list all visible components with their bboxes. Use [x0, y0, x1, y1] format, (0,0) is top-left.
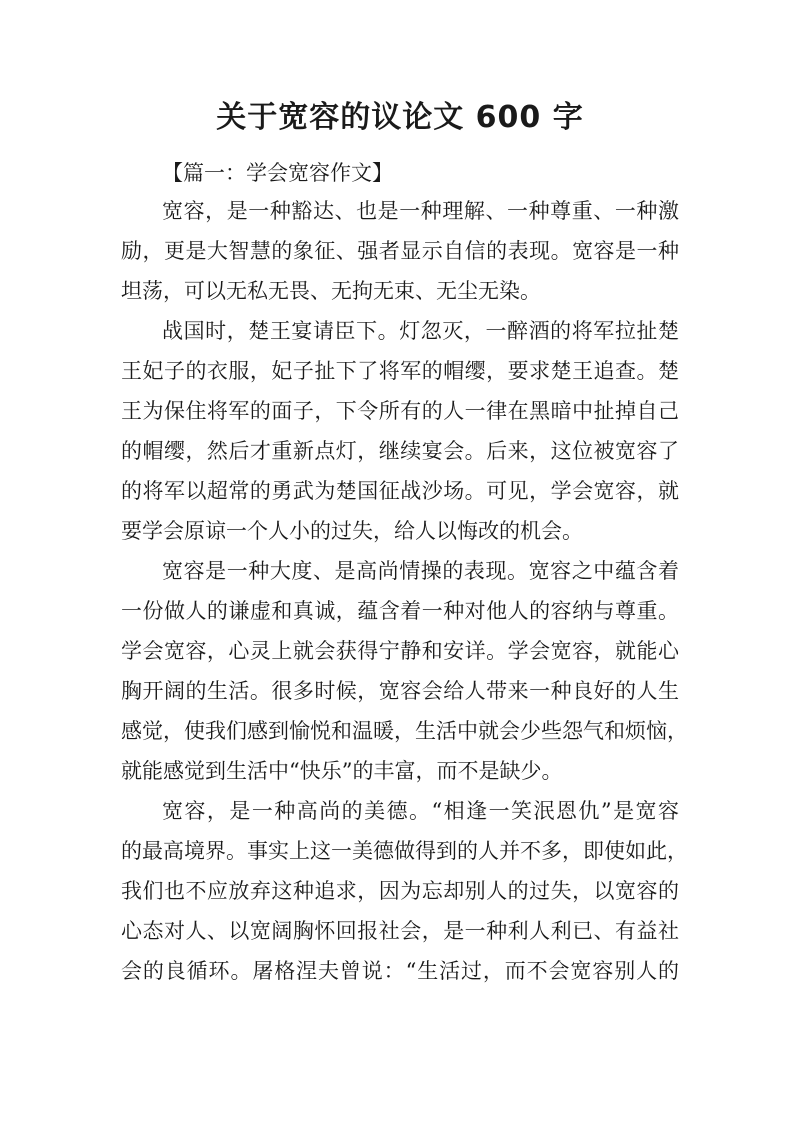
paragraph-line: 王为保住将军的面子，下令所有的人一律在黑暗中扯掉自己 — [121, 399, 679, 423]
paragraph-line: 感觉，使我们感到愉悦和温暖，生活中就会少些怨气和烦恼， — [121, 719, 688, 743]
paragraph-line: 一份做人的谦虚和真诚，蕴含着一种对他人的容纳与尊重。 — [121, 599, 679, 623]
paragraph — [121, 791, 688, 991]
paragraph-line: 王妃子的衣服，妃子扯下了将军的帽缨，要求楚王追查。楚 — [121, 359, 679, 383]
paragraph-line: 坦荡，可以无私无畏、无拘无束、无尘无染。 — [121, 279, 541, 303]
paragraph — [121, 551, 688, 791]
paragraph-line: 宽容，是一种高尚的美德。“相逢一笑泯恩仇”是宽容 — [162, 799, 679, 823]
paragraph-line: 会的良循环。屠格涅夫曾说：“生活过，而不会宽容别人的 — [121, 959, 679, 983]
paragraph-line: 的将军以超常的勇武为楚国征战沙场。可见，学会宽容，就 — [121, 479, 679, 503]
paragraph-line: 宽容是一种大度、是高尚情操的表现。宽容之中蕴含着 — [162, 559, 679, 583]
paragraph-line: 的最高境界。事实上这一美德做得到的人并不多，即使如此， — [121, 839, 688, 863]
paragraph-line: 学会宽容，心灵上就会获得宁静和安详。学会宽容，就能心 — [121, 639, 679, 663]
paragraph — [121, 311, 679, 551]
document-body — [121, 155, 688, 991]
paragraph-line: 心态对人、以宽阔胸怀回报社会，是一种利人利已、有益社 — [121, 919, 679, 943]
document-title: 关于宽容的议论文 600 字 — [216, 100, 584, 135]
paragraph-line: 胸开阔的生活。很多时候，宽容会给人带来一种良好的人生 — [121, 679, 679, 703]
paragraph-line: 的帽缨，然后才重新点灯，继续宴会。后来，这位被宽容了 — [121, 439, 679, 463]
paragraph-line: 就能感觉到生活中“快乐”的丰富，而不是缺少。 — [121, 759, 563, 783]
paragraph-line: 励，更是大智慧的象征、强者显示自信的表现。宽容是一种 — [121, 239, 679, 263]
paragraph-line: 宽容，是一种豁达、也是一种理解、一种尊重、一种激 — [162, 199, 679, 223]
paragraph — [121, 191, 679, 311]
paragraph-line: 要学会原谅一个人小的过失，给人以悔改的机会。 — [121, 519, 583, 543]
paragraph-line: 战国时，楚王宴请臣下。灯忽灭，一醉酒的将军拉扯楚 — [162, 319, 679, 343]
section-heading: 【篇一：学会宽容作文】 — [162, 161, 393, 185]
paragraph-line: 我们也不应放弃这种追求，因为忘却别人的过失，以宽容的 — [121, 879, 679, 903]
